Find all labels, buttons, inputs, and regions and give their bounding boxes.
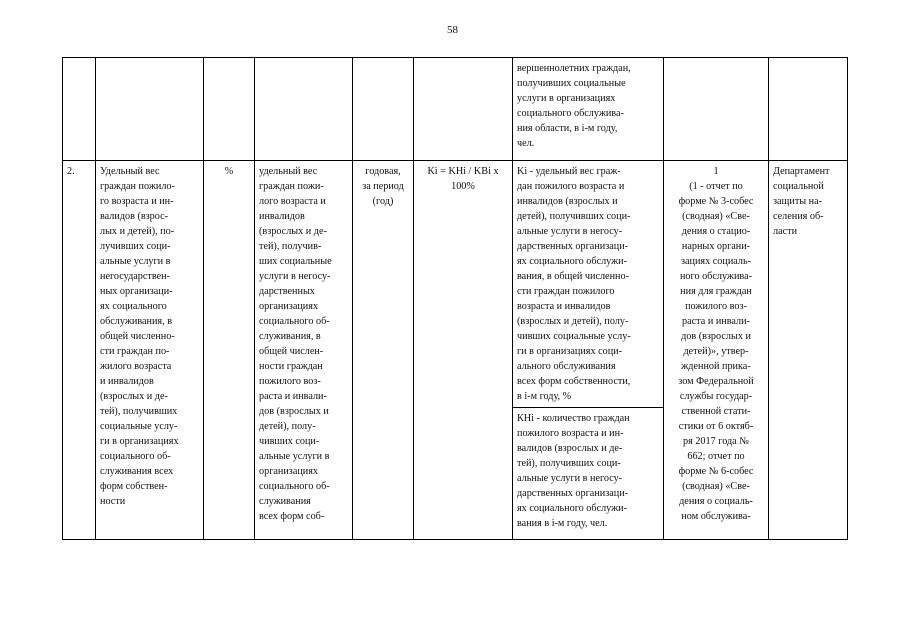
periodicity: годовая, за период (год) xyxy=(353,161,414,540)
indicators-table xyxy=(62,57,848,540)
cell-empty xyxy=(96,58,204,161)
cell-empty xyxy=(255,58,353,161)
unit-of-measure: % xyxy=(204,161,255,540)
kni-definition: КНi - количество граждан пожилого возраста и ин- валидов (взрослых и де- тей), получивших соци- альные услуги в негосу- дарственных организаци- ях социального обслужи- вания в i-м году, чел. xyxy=(513,408,664,540)
responsible-body: Департамент социальной защиты на- селения об- ласти xyxy=(769,161,848,540)
page-number: 58 xyxy=(447,24,458,36)
cell-empty xyxy=(204,58,255,161)
data-source: 1 (1 - отчет по форме № 3-собес (сводная) «Све- дения о стацио- нарных органи- зациях социаль- ного обслужива- ния для граждан пожилого воз- раста и инвали- дов (взрослых и детей)», утвер- жденной прика- зом Федеральной службы государ- ственной стати- стики от 6 октяб- ря 2017 года № 662; отчет по форме № 6-собес (сводная) «Све- дения о социаль- ном обслужива- xyxy=(664,161,769,540)
table-row-2 xyxy=(63,161,848,408)
cell-empty xyxy=(414,58,513,161)
calculation-formula: Ki = KHi / KBi x 100% xyxy=(414,161,513,540)
row-number: 2. xyxy=(63,161,96,540)
table-row-continued xyxy=(63,58,848,161)
ki-definition: Ki - удельный вес граж- дан пожилого возраста и инвалидов (взрослых и детей), получивших соци- альные услуги в негосу- дарственных организаци- ях социального обслужи- вания, в общей численно- сти граждан пожилого возраста и инвалидов (взрослых и детей), полу- чивших социальные услу- ги в организациях соци- ального обслуживания всех форм собственности, в i-м году, % xyxy=(513,161,664,408)
indicator-definition: удельный вес граждан пожи- лого возраста и инвалидов (взрослых и де- тей), получив- ших социальные услуги в негосу- дарственных организациях социального об- служивания, в общей числен- ности граждан пожилого воз- раста и инвали- дов (взрослых и детей), полу- чивших соци- альные услуги в организациях социального об- служивания всех форм соб- xyxy=(255,161,353,540)
indicator-name: Удельный вес граждан пожило- го возраста и ин- валидов (взрос- лых и детей), по- лучивших соци- альные услуги в негосударствен- ных организаци- ях социального обслуживания, в общей численно- сти граждан по- жилого возраста и инвалидов (взрослых и де- тей), получивших социальные услу- ги в организациях социального об- служивания всех форм собствен- ности xyxy=(96,161,204,540)
formula-terms-continued: вершеннолетних граждан, получивших социальные услуги в организациях социального обслужива- ния области, в i-м году, чел. xyxy=(513,58,664,161)
cell-empty xyxy=(353,58,414,161)
cell-empty xyxy=(769,58,848,161)
cell-empty xyxy=(63,58,96,161)
cell-empty xyxy=(664,58,769,161)
